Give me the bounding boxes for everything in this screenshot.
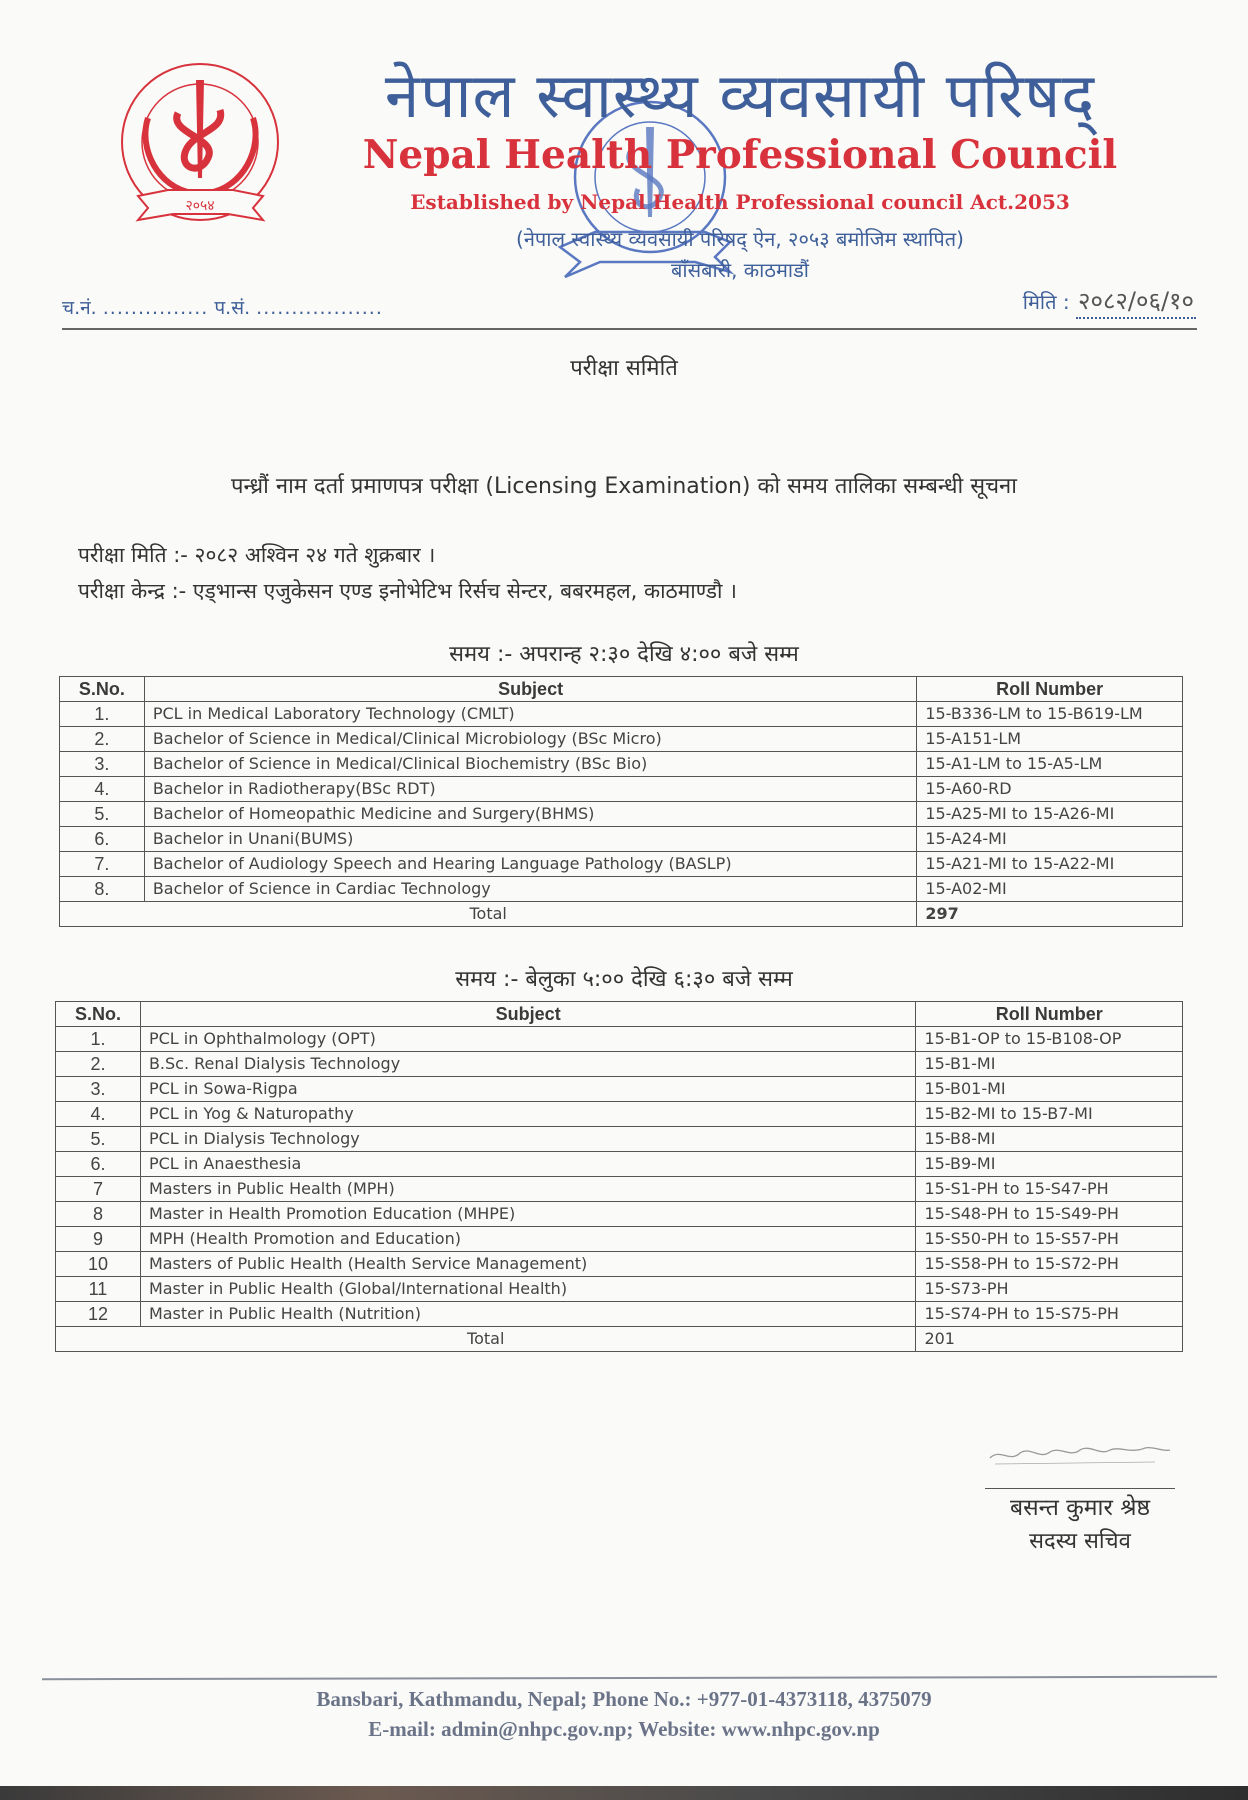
column-header-sno: S.No. bbox=[56, 1002, 141, 1027]
row-subject: PCL in Ophthalmology (OPT) bbox=[140, 1027, 916, 1052]
table-row bbox=[56, 1252, 1183, 1277]
org-location: बाँसबारी, काठमाडौं bbox=[671, 258, 809, 282]
row-serial-number: 11 bbox=[56, 1277, 141, 1302]
table-row bbox=[56, 1102, 1183, 1127]
row-roll-number: 15-A151-LM bbox=[917, 727, 1183, 752]
session-1-time: समय :- अपरान्ह २:३० देखि ४:०० बजे सम्म bbox=[449, 642, 799, 667]
row-subject: Master in Health Promotion Education (MHPE) bbox=[140, 1202, 916, 1227]
row-serial-number: 2. bbox=[60, 727, 145, 752]
total-value: 201 bbox=[916, 1327, 1183, 1352]
row-roll-number: 15-A1-LM to 15-A5-LM bbox=[917, 752, 1183, 777]
header-divider bbox=[62, 328, 1197, 330]
table-header-row bbox=[60, 677, 1183, 702]
date-value: २०८२/०६/१० bbox=[1076, 284, 1196, 319]
table-row bbox=[60, 852, 1183, 877]
table-row bbox=[60, 727, 1183, 752]
column-header-roll: Roll Number bbox=[917, 677, 1183, 702]
row-subject: PCL in Yog & Naturopathy bbox=[140, 1102, 916, 1127]
org-name-english: Nepal Health Professional Council bbox=[362, 132, 1118, 178]
session-2-time: समय :- बेलुका ५:०० देखि ६:३० बजे सम्म bbox=[455, 967, 793, 992]
table-row bbox=[56, 1077, 1183, 1102]
letter-no-blank: ............... bbox=[102, 297, 209, 319]
row-roll-number: 15-B2-MI to 15-B7-MI bbox=[916, 1102, 1183, 1127]
column-header-subject: Subject bbox=[140, 1002, 916, 1027]
table-row bbox=[56, 1127, 1183, 1152]
column-header-roll: Roll Number bbox=[916, 1002, 1183, 1027]
table-row bbox=[56, 1152, 1183, 1177]
row-serial-number: 12 bbox=[56, 1302, 141, 1327]
row-serial-number: 9 bbox=[56, 1227, 141, 1252]
row-subject: MPH (Health Promotion and Education) bbox=[140, 1227, 916, 1252]
signature-line bbox=[985, 1488, 1175, 1489]
act-reference: (नेपाल स्वास्थ्य व्यवसायी परिषद् ऐन, २०५३ बमोजिम स्थापित) bbox=[516, 227, 964, 251]
row-subject: Bachelor in Unani(BUMS) bbox=[144, 827, 916, 852]
schedule-table-afternoon bbox=[59, 676, 1183, 927]
total-label: Total bbox=[60, 902, 917, 927]
org-name-nepali: नेपाल स्वास्थ्य व्यवसायी परिषद् bbox=[384, 59, 1096, 132]
row-subject: PCL in Medical Laboratory Technology (CMLT) bbox=[144, 702, 916, 727]
row-serial-number: 1. bbox=[60, 702, 145, 727]
table-row bbox=[60, 702, 1183, 727]
footer-email-website: E-mail: admin@nhpc.gov.np; Website: www.nhpc.gov.np bbox=[368, 1717, 880, 1741]
row-roll-number: 15-A24-MI bbox=[917, 827, 1183, 852]
row-roll-number: 15-S1-PH to 15-S47-PH bbox=[916, 1177, 1183, 1202]
row-serial-number: 4. bbox=[60, 777, 145, 802]
row-serial-number: 6. bbox=[56, 1152, 141, 1177]
column-header-subject: Subject bbox=[144, 677, 916, 702]
row-subject: Master in Public Health (Global/International Health) bbox=[140, 1277, 916, 1302]
footer-divider bbox=[42, 1676, 1217, 1680]
total-value: 297 bbox=[917, 902, 1183, 927]
row-subject: Bachelor in Radiotherapy(BSc RDT) bbox=[144, 777, 916, 802]
dispatch-no-label: प.सं. bbox=[214, 297, 251, 319]
row-subject: Bachelor of Science in Medical/Clinical Microbiology (BSc Micro) bbox=[144, 727, 916, 752]
row-roll-number: 15-B336-LM to 15-B619-LM bbox=[917, 702, 1183, 727]
row-roll-number: 15-A25-MI to 15-A26-MI bbox=[917, 802, 1183, 827]
row-subject: Masters in Public Health (MPH) bbox=[140, 1177, 916, 1202]
table-row bbox=[56, 1177, 1183, 1202]
column-header-sno: S.No. bbox=[60, 677, 145, 702]
row-serial-number: 7. bbox=[60, 852, 145, 877]
table-row bbox=[56, 1227, 1183, 1252]
committee-name: परीक्षा समिति bbox=[570, 356, 678, 381]
total-row bbox=[60, 902, 1183, 927]
row-serial-number: 3. bbox=[56, 1077, 141, 1102]
row-roll-number: 15-S58-PH to 15-S72-PH bbox=[916, 1252, 1183, 1277]
row-subject: Bachelor of Science in Medical/Clinical Biochemistry (BSc Bio) bbox=[144, 752, 916, 777]
reference-numbers bbox=[62, 294, 383, 320]
row-roll-number: 15-B9-MI bbox=[916, 1152, 1183, 1177]
row-subject: Bachelor of Audiology Speech and Hearing Language Pathology (BASLP) bbox=[144, 852, 916, 877]
row-serial-number: 8 bbox=[56, 1202, 141, 1227]
row-subject: B.Sc. Renal Dialysis Technology bbox=[140, 1052, 916, 1077]
row-roll-number: 15-B1-MI bbox=[916, 1052, 1183, 1077]
row-roll-number: 15-S48-PH to 15-S49-PH bbox=[916, 1202, 1183, 1227]
exam-center: परीक्षा केन्द्र :- एड्भान्स एजुकेसन एण्ड इनोभेटिभ रिर्सच सेन्टर, बबरमहल, काठमाण्डौ । bbox=[78, 579, 738, 603]
row-roll-number: 15-A21-MI to 15-A22-MI bbox=[917, 852, 1183, 877]
document-date bbox=[1023, 284, 1196, 319]
logo-year: २०५४ bbox=[185, 198, 215, 214]
row-serial-number: 7 bbox=[56, 1177, 141, 1202]
table-body bbox=[60, 702, 1183, 927]
row-subject: Masters of Public Health (Health Service Management) bbox=[140, 1252, 916, 1277]
row-serial-number: 10 bbox=[56, 1252, 141, 1277]
background-surface bbox=[0, 1786, 1248, 1800]
table-body bbox=[56, 1027, 1183, 1352]
date-label: मिति : bbox=[1022, 290, 1070, 314]
nhpc-emblem-icon bbox=[108, 58, 293, 233]
row-subject: Bachelor of Science in Cardiac Technology bbox=[144, 877, 916, 902]
table-row bbox=[60, 827, 1183, 852]
row-serial-number: 3. bbox=[60, 752, 145, 777]
row-serial-number: 4. bbox=[56, 1102, 141, 1127]
row-subject: Bachelor of Homeopathic Medicine and Surgery(BHMS) bbox=[144, 802, 916, 827]
row-roll-number: 15-S73-PH bbox=[916, 1277, 1183, 1302]
table-row bbox=[60, 877, 1183, 902]
row-subject: Master in Public Health (Nutrition) bbox=[140, 1302, 916, 1327]
signatory-title: सदस्य सचिव bbox=[1029, 1529, 1131, 1554]
table-row bbox=[60, 777, 1183, 802]
notice-title: पन्ध्रौं नाम दर्ता प्रमाणपत्र परीक्षा (Licensing Examination) को समय तालिका सम्बन्धी सूचना bbox=[231, 474, 1017, 499]
signatory-name: बसन्त कुमार श्रेष्ठ bbox=[1009, 1495, 1151, 1521]
total-label: Total bbox=[56, 1327, 916, 1352]
row-subject: PCL in Dialysis Technology bbox=[140, 1127, 916, 1152]
total-row bbox=[56, 1327, 1183, 1352]
row-roll-number: 15-B8-MI bbox=[916, 1127, 1183, 1152]
table-row bbox=[56, 1302, 1183, 1327]
table-row bbox=[60, 752, 1183, 777]
row-serial-number: 6. bbox=[60, 827, 145, 852]
schedule-table-evening bbox=[55, 1001, 1183, 1352]
row-subject: PCL in Anaesthesia bbox=[140, 1152, 916, 1177]
row-roll-number: 15-S50-PH to 15-S57-PH bbox=[916, 1227, 1183, 1252]
row-roll-number: 15-A02-MI bbox=[917, 877, 1183, 902]
handwritten-signature-icon bbox=[985, 1438, 1175, 1468]
row-roll-number: 15-B01-MI bbox=[916, 1077, 1183, 1102]
row-serial-number: 1. bbox=[56, 1027, 141, 1052]
table-row bbox=[56, 1277, 1183, 1302]
table-row bbox=[56, 1202, 1183, 1227]
table-row bbox=[56, 1052, 1183, 1077]
row-serial-number: 8. bbox=[60, 877, 145, 902]
row-serial-number: 5. bbox=[60, 802, 145, 827]
established-by: Established by Nepal Health Professional council Act.2053 bbox=[410, 190, 1070, 214]
footer-address-phone: Bansbari, Kathmandu, Nepal; Phone No.: +977-01-4373118, 4375079 bbox=[316, 1687, 932, 1711]
exam-date: परीक्षा मिति :- २०८२ अश्विन २४ गते शुक्रबार । bbox=[78, 543, 436, 567]
row-serial-number: 5. bbox=[56, 1127, 141, 1152]
dispatch-no-blank: .................. bbox=[256, 297, 383, 319]
table-header-row bbox=[56, 1002, 1183, 1027]
row-roll-number: 15-A60-RD bbox=[917, 777, 1183, 802]
table-row bbox=[60, 802, 1183, 827]
table-row bbox=[56, 1027, 1183, 1052]
row-roll-number: 15-S74-PH to 15-S75-PH bbox=[916, 1302, 1183, 1327]
letter-no-label: च.नं. bbox=[62, 297, 97, 319]
row-subject: PCL in Sowa-Rigpa bbox=[140, 1077, 916, 1102]
row-roll-number: 15-B1-OP to 15-B108-OP bbox=[916, 1027, 1183, 1052]
row-serial-number: 2. bbox=[56, 1052, 141, 1077]
